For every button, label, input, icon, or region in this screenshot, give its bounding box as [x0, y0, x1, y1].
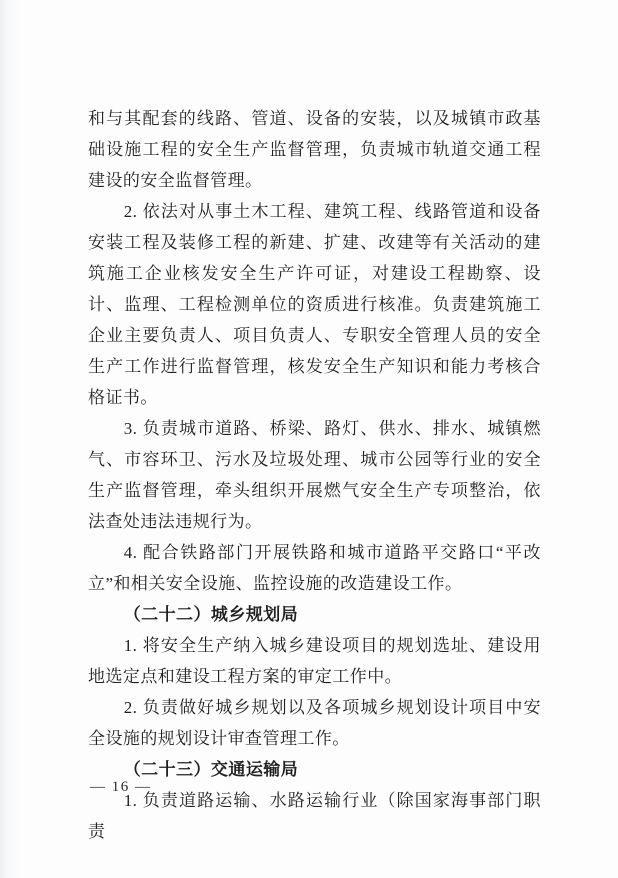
- paragraph-item-2-construction-permits: 2. 依法对从事土木工程、建筑工程、线路管道和设备安装工程及装修工程的新建、扩建、改建等有关活动的建筑施工企业核发安全生产许可证，对建设工程勘察、设计、监理、工程检测单位的资质进行核准。负责建筑施工企业主要负责人、项目负责人、专职安全管理人员的安全生产工作进行监督管理，核发安全生产知识和能力考核合格证书。: [88, 202, 541, 407]
- section-heading-23-transportation-bureau: （二十三）交通运输局: [123, 760, 299, 779]
- paragraph-continuation: 和与其配套的线路、管道、设备的安装，以及城镇市政基础设施工程的安全生产监督管理，负责城市轨道交通工程建设的安全监督管理。: [88, 109, 541, 190]
- paragraph-item-4-railway-crossings: 4. 配合铁路部门开展铁路和城市道路平交路口“平改立”和相关安全设施、监控设施的改造建设工作。: [88, 543, 541, 593]
- paragraph-item-1-planning-site-selection: 1. 将安全生产纳入城乡建设项目的规划选址、建设用地选定点和建设工程方案的审定工作中。: [88, 636, 541, 686]
- document-body-text: [88, 103, 541, 847]
- paragraph-item-1-road-water-transport: 1. 负责道路运输、水路运输行业（除国家海事部门职责: [88, 791, 541, 841]
- paragraph-item-2-planning-design-review: 2. 负责做好城乡规划以及各项城乡规划设计项目中安全设施的规划设计审查管理工作。: [88, 698, 541, 748]
- page-number: — 16 —: [90, 779, 152, 795]
- section-heading-22-urban-rural-planning-bureau: （二十二）城乡规划局: [123, 605, 299, 624]
- paragraph-item-3-municipal-utilities: 3. 负责城市道路、桥梁、路灯、供水、排水、城镇燃气、市容环卫、污水及垃圾处理、城市公园等行业的安全生产监督管理，牵头组织开展燃气安全生产专项整治，依法查处违法违规行为。: [88, 419, 541, 531]
